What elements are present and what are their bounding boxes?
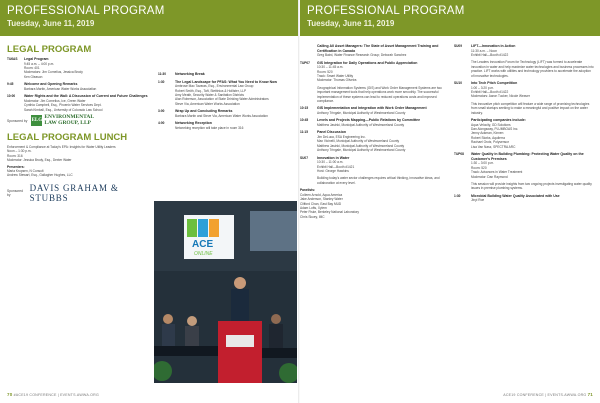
session-time: SU10 xyxy=(454,81,462,86)
session-title: Into Tech Pitch Competition xyxy=(471,81,518,86)
lunch-sponsor-label: Sponsored by xyxy=(7,188,23,197)
session-title: The Legal Landscape for PFAS: What You Need to Know Now xyxy=(175,79,277,84)
session-line: 1:30 – 3:00 p.m. xyxy=(471,161,495,166)
presenter: Andrew Stewart, Esq., Gallagher Hughes, LLC xyxy=(7,173,73,178)
program-row xyxy=(454,44,594,57)
session-time xyxy=(300,44,314,58)
session-title: Networking Break xyxy=(175,72,205,76)
session-line: Lisa Van Nasz, SPECTRA ARC xyxy=(471,144,516,149)
session-time: TUP08 xyxy=(454,152,464,157)
session-line: Anthony Tringale, Municipal Authority of Westmoreland County xyxy=(317,111,406,116)
right-footer xyxy=(503,392,593,397)
panelist: Clifford Chan, East Bay MUD xyxy=(300,201,342,206)
panelist: Peter Fiske, Berkeley National Laboratory xyxy=(300,210,359,215)
program-row xyxy=(300,86,442,104)
program-row xyxy=(300,130,442,152)
col-b-items xyxy=(454,44,594,203)
conference-photo xyxy=(154,201,297,383)
session-title: Water Quality in Building Plumbing: Protecting Water Quality on the Customer's Premises xyxy=(471,152,584,161)
session-time: 10:00 xyxy=(7,94,16,99)
session-title: Levels and Projects Mapping—Public Relations by Committee xyxy=(317,118,421,123)
session-line: 10:30 – 11:00 a.m. xyxy=(317,160,344,165)
left-footer xyxy=(7,392,99,397)
session-line: Jinyi Roe xyxy=(471,198,485,203)
session-line: Building today's water sector challenges requires critical thinking, innovative ideas, and collaboration at every level. xyxy=(317,176,440,185)
mid-items xyxy=(158,72,292,130)
session-line: Aqua Velocity, GD Solutions xyxy=(471,122,511,127)
ace-sign-sub: ONLINE xyxy=(194,251,213,257)
session-title: Networking Reception xyxy=(175,121,212,126)
lunch-line: Moderator: Jessica Brody, Esq., Dexter Water xyxy=(7,158,72,163)
session-line: Room: 520 xyxy=(471,165,487,170)
right-col-b xyxy=(454,44,594,206)
session-line: Jim DeLuca, ESA Engineering Inc. xyxy=(317,135,366,140)
program-row xyxy=(454,60,594,78)
program-row xyxy=(300,106,442,115)
session-time: 3:00 xyxy=(158,109,165,114)
session-line: 9:45 a.m. – 4:00 p.m. xyxy=(24,61,55,66)
session-title: Welcome and Opening Remarks xyxy=(24,82,78,87)
session-time: 10:15 xyxy=(300,106,309,111)
program-row xyxy=(158,109,292,118)
right-banner-title: PROFESSIONAL PROGRAM xyxy=(307,5,465,17)
left-footer-text: #ACE19 CONFERENCE | EVENTS.AWWA.ORG xyxy=(13,393,99,397)
session-line: Host: George Hawkins xyxy=(317,169,349,174)
session-line: Sarah Kimball, Esq., University of Colorado Law School xyxy=(24,107,103,112)
sponsor-label: Sponsored by xyxy=(7,118,28,123)
right-footer-text: ACE19 CONFERENCE | EVENTS.AWWA.ORG xyxy=(503,393,587,397)
session-title: Participating companies include: xyxy=(471,118,526,123)
session-time xyxy=(454,118,468,149)
session-line: Amy Meath, Security Water & Sanitation Districts xyxy=(175,93,244,97)
panelists xyxy=(300,193,442,219)
left-page-number: 70 xyxy=(7,392,13,397)
session-line: Moderator: Thomas Oliveira xyxy=(317,78,357,83)
session-line: Anthony Tringale, Municipal Authority of Westmoreland County xyxy=(317,148,406,153)
session-time: 11:30 xyxy=(158,72,166,76)
session-time: 1:30 xyxy=(454,193,461,198)
panelist: Jake Anderson, Stanley Water xyxy=(300,197,343,202)
lunch-presenters-label: Presenters: xyxy=(7,164,25,169)
session-line: 10:30 – 11:45 a.m. xyxy=(317,65,344,70)
session-time: 1:30 xyxy=(158,79,165,84)
session-time: 9:45 xyxy=(7,82,14,87)
lunch-presenters xyxy=(7,169,149,178)
session-line: 1:00 – 3:20 p.m. xyxy=(471,85,495,90)
legal-items xyxy=(7,57,149,112)
panelist: Colleen Arnold, Aqua America xyxy=(300,192,343,197)
session-time: SU07 xyxy=(300,155,308,160)
right-page-number: 71 xyxy=(587,392,593,397)
lunch-line: Enforcement & Compliance at Today's EPA: Insights for Water Utility Leaders xyxy=(7,145,116,150)
program-row xyxy=(158,72,292,77)
col-a-items xyxy=(300,44,442,185)
panelists-label: Panelists: xyxy=(300,188,316,193)
program-row xyxy=(454,194,594,203)
session-title: Innovation in Water xyxy=(317,155,350,160)
left-banner-title: PROFESSIONAL PROGRAM xyxy=(7,5,165,17)
session-title: Legal Program xyxy=(24,57,49,61)
legal-continued-column xyxy=(158,72,292,133)
session-title: GIS Integration for Daily Operations and Public Appreciation xyxy=(317,60,418,65)
session-line: Networking reception will take place in room 316 xyxy=(175,125,244,130)
session-time xyxy=(300,86,314,104)
left-banner xyxy=(0,0,300,36)
session-time: TU6AS xyxy=(7,57,18,61)
session-title: GIS Implementation and Integration with Work Order Management xyxy=(317,106,427,111)
elg-line1: ENVIRONMENTAL xyxy=(44,114,95,121)
presenter: Maria Krupsen, N Consult xyxy=(7,169,44,174)
session-line: Track: Smart Water Utility xyxy=(317,74,354,78)
session-line: Moderators: Aaron Tucker, Nicole Weaver xyxy=(471,94,530,99)
session-line: Greg Baird, Water Finance Research Group; Deborah Sanchez xyxy=(317,53,407,58)
left-banner-date: Tuesday, June 11, 2019 xyxy=(7,19,95,28)
elg-logo xyxy=(31,115,94,126)
program-row xyxy=(300,44,442,58)
session-line: Jenny Ackman, Kinnen xyxy=(471,131,504,136)
session-title: Calling All Asset Managers: The State of Asset Management Training and Certification in Canada xyxy=(317,44,439,53)
session-time xyxy=(454,60,468,78)
lunch-line: Noon – 1:30 p.m. xyxy=(7,149,32,154)
session-line: Exhibit Hall—Booth #1422 xyxy=(471,90,509,95)
session-line: Robert Smith, Esq., Taft, Stettinius & Hollister, LLP xyxy=(175,88,247,93)
session-time xyxy=(454,102,468,115)
program-row xyxy=(7,94,149,112)
session-line: The Leaders Innovation Forum for Technology (LIFT) was formed to accelerate innovation in water and help maximize water technologies and business processes into practice. LIFT works with utilities and technology providers to accelerate the adoption of innovative technologies. xyxy=(471,60,594,78)
session-time xyxy=(300,176,314,185)
program-row xyxy=(300,61,442,83)
session-title: Water Rights and the Wall: A Discussion of Current and Future Challenges xyxy=(24,94,148,99)
session-time xyxy=(454,182,468,191)
program-row xyxy=(454,102,594,115)
session-line: Barbara Martin and Steve Via, American Water Works Association xyxy=(175,113,268,118)
session-line: Cynthia Campbell, Esq., Phoenix Water Services Dept. xyxy=(24,103,102,108)
legal-sponsor xyxy=(7,115,149,126)
lunch-lines xyxy=(7,145,149,163)
session-time: 11:15 xyxy=(300,130,308,135)
program-row xyxy=(300,118,442,127)
program-row xyxy=(300,176,442,185)
panelist: Adam Lofts, Xylem xyxy=(300,205,327,210)
session-line: Dan Alongsway, PLUMBOAS Inc. xyxy=(471,127,519,132)
session-line: Steve Via, American Water Works Association xyxy=(175,101,240,106)
lunch-line: Room: 316 xyxy=(7,153,23,158)
right-col-a xyxy=(300,44,442,219)
right-page xyxy=(300,0,600,403)
session-line: Barbara Martin, American Water Works Association xyxy=(24,86,97,91)
lunch-sponsor xyxy=(7,183,149,203)
session-line: Ken Gleason xyxy=(24,74,43,79)
session-time: 4:00 xyxy=(158,121,165,126)
session-line: Exhibit Hall—Booth #1421 xyxy=(317,164,355,169)
program-row xyxy=(454,81,594,99)
session-title: Wrap Up and Concluding Remarks xyxy=(175,109,233,114)
session-line: Matthew Jasinki, Municipal Authority of Westmoreland County xyxy=(317,143,405,148)
session-line: Moderator: Jim Cornelius, Ice, Green Water xyxy=(24,98,86,103)
session-line: Room: 520 xyxy=(317,69,333,74)
program-row xyxy=(454,152,594,179)
session-line: Geographical Information Systems (GIS) and Work Order Management Systems are two important management tools that help operations work more smoothly. The successful implementation of these systems can lead to reduced operations costs and improved compliance. xyxy=(317,85,442,104)
dgs-logo: DAVIS GRAHAM & STUBBS xyxy=(29,182,119,203)
session-line: Ambrose Mac Tavaras, Esq., Environmental Law Group xyxy=(175,84,254,89)
session-time: TUP07 xyxy=(300,60,310,65)
program-row xyxy=(7,57,149,79)
session-line: Moderator: Dan Raymond xyxy=(471,174,508,179)
program-row xyxy=(158,80,292,107)
session-title: Panel Discussion xyxy=(317,130,346,135)
program-row xyxy=(454,182,594,191)
session-title: Microbial Building Water Quality Associated with Use xyxy=(471,193,560,198)
session-line: This session will provide insights from two ongoing projects investigating water quality issues in premise plumbing systems. xyxy=(471,181,592,191)
session-time: 10:45 xyxy=(300,118,309,123)
session-line: This innovative pitch competition will feature a wide range of promising technologies from small startups seeking to make a meaningful and positive impact on the water industry. xyxy=(471,101,590,115)
program-row xyxy=(454,118,594,149)
elg-line2: LAW GROUP, LLP xyxy=(44,119,91,126)
session-line: 11:30 a.m. – Noon xyxy=(471,48,497,53)
session-line: Rachael Grotz, Polysensor xyxy=(471,140,509,145)
elg-mark-icon: ELG xyxy=(31,115,42,126)
right-banner-date: Tuesday, June 11, 2019 xyxy=(307,19,395,28)
right-banner xyxy=(300,0,600,36)
conference-photo-svg xyxy=(154,201,297,383)
program-row xyxy=(158,121,292,130)
session-line: Alan Roberson, Association of State Drinking Water Administrators xyxy=(175,97,269,102)
ace-sign-text: ACE xyxy=(192,239,214,250)
program-row xyxy=(7,82,149,91)
session-line: Robert Storks, Aquilerra xyxy=(471,135,505,140)
session-line: Room: 401 xyxy=(24,66,40,70)
legal-heading: LEGAL PROGRAM xyxy=(7,44,92,55)
session-line: Track: Advances in Water Treatment xyxy=(471,170,523,175)
session-time: SU09 xyxy=(454,44,462,48)
lunch-heading: LEGAL PROGRAM LUNCH xyxy=(7,132,128,144)
podium xyxy=(218,321,262,383)
session-line: Max Vicinelli, Municipal Authority of Westmoreland County xyxy=(317,139,400,144)
panelist: Chris Skuey, IMC xyxy=(300,214,325,219)
session-line: Moderators: Jim Cornelius, Jessica Brody xyxy=(24,70,83,75)
program-row xyxy=(300,156,442,174)
session-title: LIFT—Innovation in Action xyxy=(471,44,516,48)
session-line: Matthew Jasinki, Municipal Authority of Westmoreland County xyxy=(317,123,405,128)
legal-column xyxy=(7,44,149,207)
session-line: Exhibit Hall—Booth #1422 xyxy=(471,53,509,57)
